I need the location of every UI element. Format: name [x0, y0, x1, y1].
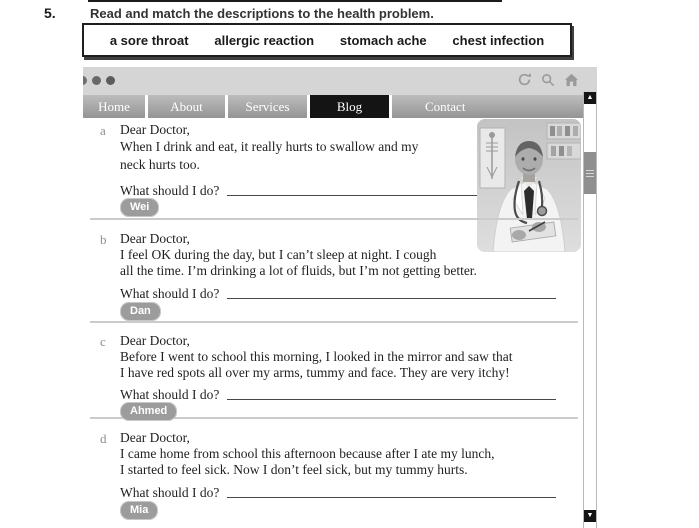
page-crop-line — [88, 0, 502, 2]
letter-body-line: all the time. I’m drinking a lot of fluids, but I’m not getting better. — [120, 263, 477, 278]
refresh-icon[interactable] — [517, 72, 532, 87]
letter-body-line: I have red spots all over my arms, tummy and face. They are very itchy! — [120, 365, 510, 380]
question-row — [120, 183, 477, 198]
sender-name-badge: Dan — [120, 302, 161, 321]
question-row — [120, 387, 556, 402]
word-bank-item-stomach-ache[interactable]: stomach ache — [339, 32, 427, 48]
search-icon[interactable] — [541, 73, 555, 87]
window-dot-2[interactable] — [92, 76, 101, 85]
section-divider — [90, 218, 578, 220]
question-text: What should I do? — [120, 286, 220, 301]
question-text: What should I do? — [120, 387, 220, 402]
tab-about[interactable]: About — [148, 95, 225, 118]
letter-label: a — [100, 123, 106, 138]
question-row — [120, 286, 556, 301]
scroll-up-button[interactable]: ▲ — [584, 92, 596, 104]
sender-name-badge: Mia — [120, 501, 158, 520]
answer-blank[interactable] — [227, 485, 556, 498]
scrollbar-thumb[interactable] — [584, 152, 596, 194]
scrollbar — [583, 92, 597, 528]
letter-salutation: Dear Doctor, — [120, 231, 190, 246]
letter-body-line: I came home from school this afternoon because after I ate my lunch, — [120, 446, 495, 461]
letter-body-line: I started to feel sick. Now I don’t feel sick, but my tummy hurts. — [120, 462, 468, 477]
word-bank-item-sore-throat[interactable]: a sore throat — [109, 32, 189, 48]
letter-salutation: Dear Doctor, — [120, 333, 190, 348]
letter-label: c — [100, 334, 106, 349]
answer-blank[interactable] — [227, 183, 477, 196]
home-icon[interactable] — [564, 73, 579, 87]
section-divider — [90, 321, 578, 323]
exercise-number: 5. — [44, 5, 56, 21]
window-dot-1[interactable] — [83, 76, 87, 85]
question-text: What should I do? — [120, 183, 220, 198]
letter-label: d — [100, 431, 107, 446]
question-text: What should I do? — [120, 485, 220, 500]
tab-services[interactable]: Services — [228, 95, 307, 118]
letter-salutation: Dear Doctor, — [120, 122, 190, 137]
letter-salutation: Dear Doctor, — [120, 430, 190, 445]
window-controls — [83, 76, 115, 85]
letter-body-line: Before I went to school this morning, I looked in the mirror and saw that — [120, 349, 513, 364]
word-bank — [82, 23, 572, 57]
tab-contact[interactable]: Contact — [392, 95, 583, 118]
doctor-photo — [477, 119, 581, 252]
word-bank-item-allergic-reaction[interactable]: allergic reaction — [214, 32, 315, 48]
tab-blog[interactable]: Blog — [310, 95, 389, 118]
question-row — [120, 485, 556, 500]
answer-blank[interactable] — [227, 286, 556, 299]
sender-name-badge: Ahmed — [120, 402, 177, 421]
letter-body-line: When I drink and eat, it really hurts to swallow and my — [120, 139, 419, 154]
tab-home[interactable]: Home — [83, 95, 145, 118]
word-bank-item-chest-infection[interactable]: chest infection — [452, 32, 545, 48]
scroll-down-button[interactable]: ▼ — [584, 510, 596, 522]
sender-name-badge: Wei — [120, 198, 159, 217]
letter-body-line: neck hurts too. — [120, 157, 200, 172]
browser-chrome-bar — [83, 67, 597, 95]
browser-nav-bar — [83, 95, 583, 118]
letter-body-line: I feel OK during the day, but I can’t sleep at night. I cough — [120, 247, 437, 262]
window-dot-3[interactable] — [106, 76, 115, 85]
letter-label: b — [100, 232, 107, 247]
answer-blank[interactable] — [227, 387, 556, 400]
exercise-instruction: Read and match the descriptions to the health problem. — [90, 6, 434, 21]
